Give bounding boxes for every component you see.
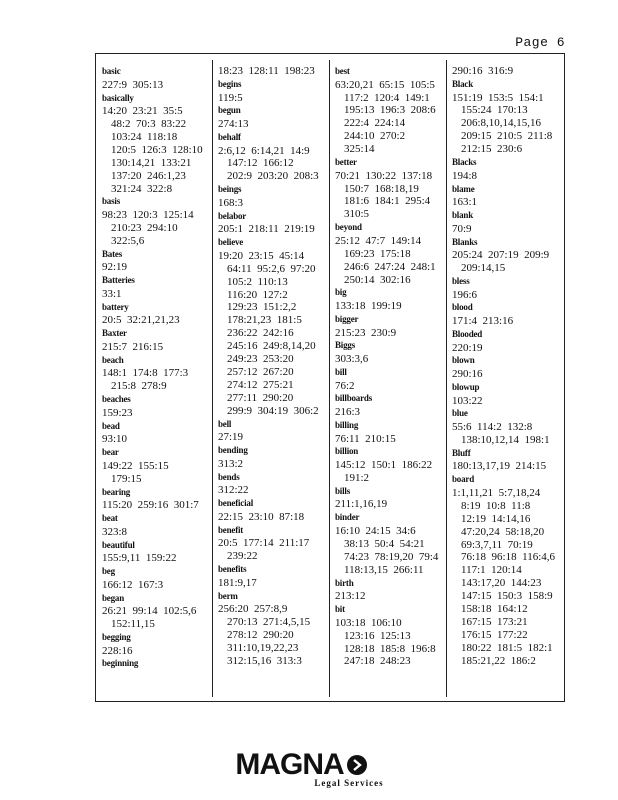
- page-line-reference: 215:23 230:9: [335, 326, 397, 339]
- index-term: blue: [452, 408, 468, 419]
- page-line-reference: 247:18 248:23: [344, 655, 411, 668]
- page-line-reference: 118:13,15 266:11: [344, 563, 424, 576]
- page-line-reference: 155:9,11 159:22: [102, 552, 177, 565]
- index-term: beginning: [102, 658, 139, 669]
- page-line-reference: 290:16 316:9: [452, 65, 514, 77]
- index-term: Blanks: [452, 236, 478, 247]
- index-term: basic: [102, 66, 121, 76]
- index-term: bless: [452, 275, 470, 286]
- page-line-reference: 18:23 128:11 198:23: [218, 65, 315, 77]
- page-line-reference: 158:18 164:12: [461, 603, 528, 616]
- index-term: beyond: [335, 222, 362, 233]
- page-line-reference: 250:14 302:16: [344, 273, 411, 286]
- page-line-reference: 129:23 151:2,2: [227, 301, 297, 314]
- page-line-reference: 148:1 174:8 177:3: [102, 367, 189, 380]
- page-line-reference: 27:19: [218, 431, 244, 444]
- page-line-reference: 20:5 177:14 211:17: [218, 537, 310, 550]
- page-line-reference: 8:19 10:8 11:8: [461, 499, 531, 512]
- index-term: blown: [452, 355, 475, 366]
- index-term: bends: [218, 471, 240, 482]
- page-line-reference: 149:22 155:15: [102, 459, 169, 472]
- page-line-reference: 185:21,22 186:2: [461, 654, 536, 667]
- page-line-reference: 181:6 184:1 295:4: [344, 195, 431, 208]
- page-line-reference: 155:24 170:13: [461, 104, 528, 117]
- page-line-reference: 195:13 196:3 208:6: [344, 104, 436, 117]
- index-term: beach: [102, 354, 124, 365]
- index-term: best: [335, 66, 350, 76]
- page-line-reference: 25:12 47:7 149:14: [335, 234, 422, 247]
- logo-wordmark: MAGNA: [235, 748, 344, 781]
- page-line-reference: 93:10: [102, 433, 128, 446]
- page-line-reference: 74:23 78:19,20 79:4: [344, 550, 439, 563]
- index-term: beg: [102, 566, 115, 577]
- index-term: blood: [452, 302, 473, 313]
- index-term: beaches: [102, 394, 131, 405]
- index-term: bell: [218, 418, 232, 429]
- index-term: benefits: [218, 564, 247, 574]
- index-term: better: [335, 157, 357, 168]
- page-line-reference: 222:4 224:14: [344, 117, 406, 130]
- index-term: beautiful: [102, 539, 135, 550]
- index-term: billion: [335, 446, 359, 457]
- index-term: basically: [102, 92, 134, 103]
- page-line-reference: 312:15,16 313:3: [227, 654, 302, 667]
- index-term: basis: [102, 196, 121, 207]
- page-line-reference: 76:11 210:15: [335, 432, 396, 445]
- page-line-reference: 180:13,17,19 214:15: [452, 460, 547, 473]
- page-line-reference: 76:18 96:18 116:4,6: [461, 551, 556, 564]
- index-term: began: [102, 592, 125, 603]
- page-line-reference: 211:1,16,19: [335, 498, 388, 511]
- page-line-reference: 1:1,11,21 5:7,18,24: [452, 486, 541, 499]
- page-line-reference: 143:17,20 144:23: [461, 577, 542, 590]
- page-line-reference: 70:9: [452, 222, 472, 235]
- index-term: bead: [102, 420, 120, 431]
- page-line-reference: 323:8: [102, 525, 128, 538]
- page-line-reference: 19:20 23:15 45:14: [218, 249, 305, 262]
- index-term: Biggs: [335, 340, 356, 351]
- page-line-reference: 212:15 230:6: [461, 143, 523, 156]
- page-line-reference: 103:22: [452, 394, 483, 407]
- page-line-reference: 228:16: [102, 644, 133, 657]
- index-term: bill: [335, 366, 347, 377]
- index-term: berm: [218, 590, 238, 601]
- index-term: bending: [218, 445, 248, 456]
- index-term: Black: [452, 78, 474, 89]
- page-line-reference: 128:18 185:8 196:8: [344, 642, 436, 655]
- index-term: billboards: [335, 393, 373, 404]
- page-line-reference: 159:23: [102, 406, 133, 419]
- page-line-reference: 220:19: [452, 341, 483, 354]
- index-term: begins: [218, 78, 242, 89]
- index-frame: [95, 53, 565, 702]
- index-term: bills: [335, 485, 351, 496]
- page-line-reference: 310:5: [344, 208, 370, 221]
- index-column-2: [218, 65, 330, 668]
- page-line-reference: 69:3,7,11 70:19: [461, 538, 533, 551]
- page-line-reference: 98:23 120:3 125:14: [102, 209, 194, 222]
- page-line-reference: 92:19: [102, 261, 128, 274]
- index-term: Baxter: [102, 328, 127, 339]
- page-line-reference: 303:3,6: [335, 353, 369, 366]
- page-line-reference: 216:3: [335, 406, 361, 419]
- page-line-reference: 120:5 126:3 128:10: [111, 143, 203, 156]
- index-term: birth: [335, 577, 354, 588]
- index-term: Batteries: [102, 275, 135, 286]
- page-line-reference: 22:15 23:10 87:18: [218, 510, 305, 523]
- page-line-reference: 167:15 173:21: [461, 616, 528, 628]
- page-line-reference: 103:18 106:10: [335, 616, 402, 629]
- page-line-reference: 117:1 120:14: [461, 564, 522, 577]
- page-line-reference: 176:15 177:22: [461, 628, 528, 641]
- page-line-reference: 256:20 257:8,9: [218, 603, 288, 616]
- page-line-reference: 38:13 50:4 54:21: [344, 537, 425, 550]
- page-number: Page 6: [515, 35, 565, 50]
- index-term: blame: [452, 183, 475, 194]
- index-term: big: [335, 287, 347, 298]
- page-line-reference: 70:21 130:22 137:18: [335, 169, 433, 182]
- page-line-reference: 147:12 166:12: [227, 157, 294, 170]
- index-term: Bates: [102, 248, 122, 259]
- page-line-reference: 246:6 247:24 248:1: [344, 260, 436, 273]
- page-line-reference: 249:23 253:20: [227, 353, 294, 366]
- page-line-reference: 210:23 294:10: [111, 221, 178, 234]
- page-line-reference: 236:22 242:16: [227, 327, 294, 340]
- index-term: bigger: [335, 313, 359, 324]
- page-line-reference: 299:9 304:19 306:2: [227, 404, 319, 417]
- index-term: bit: [335, 604, 345, 615]
- page-line-reference: 244:10 270:2: [344, 130, 406, 143]
- page-line-reference: 205:24 207:19 209:9: [452, 249, 550, 262]
- index-term: behalf: [218, 131, 241, 142]
- page-line-reference: 169:23 175:18: [344, 247, 411, 260]
- index-column-3: [335, 65, 447, 668]
- page-line-reference: 215:7 216:15: [102, 340, 164, 353]
- page-line-reference: 257:12 267:20: [227, 365, 294, 378]
- index-term: beings: [218, 184, 242, 195]
- page-line-reference: 277:11 290:20: [227, 391, 294, 404]
- page-line-reference: 26:21 99:14 102:5,6: [102, 605, 197, 618]
- page-line-reference: 133:18 199:19: [335, 300, 402, 313]
- page-line-reference: 150:7 168:18,19: [344, 182, 419, 195]
- page-line-reference: 166:12 167:3: [102, 578, 164, 591]
- page-line-reference: 321:24 322:8: [111, 182, 173, 195]
- page-line-reference: 168:3: [218, 196, 244, 209]
- index-term: Blacks: [452, 157, 477, 168]
- index-term: believe: [218, 237, 244, 248]
- page-line-reference: 274:12 275:21: [227, 378, 294, 391]
- index-term: begun: [218, 105, 241, 116]
- index-term: begging: [102, 631, 131, 642]
- page-line-reference: 12:19 14:14,16: [461, 512, 531, 525]
- page-line-reference: 163:1: [452, 196, 478, 209]
- page-line-reference: 64:11 95:2,6 97:20: [227, 262, 316, 275]
- page-line-reference: 116:20 127:2: [227, 288, 288, 301]
- page-line-reference: 209:14,15: [461, 262, 506, 275]
- page-line-reference: 178:21,23 181:5: [227, 314, 302, 327]
- page-line-reference: 117:2 120:4 149:1: [344, 91, 430, 104]
- page-line-reference: 227:9 305:13: [102, 78, 164, 91]
- index-term: beneficial: [218, 498, 253, 509]
- page-line-reference: 270:13 271:4,5,15: [227, 616, 311, 628]
- page-line-reference: 215:8 278:9: [111, 380, 167, 393]
- page-line-reference: 205:1 218:11 219:19: [218, 223, 315, 236]
- index-column-1: [102, 65, 214, 671]
- page-line-reference: 137:20 246:1,23: [111, 169, 186, 182]
- page-line-reference: 130:14,21 133:21: [111, 156, 192, 169]
- page-line-reference: 76:2: [335, 379, 355, 392]
- page-line-reference: 202:9 203:20 208:3: [227, 170, 319, 183]
- page-line-reference: 278:12 290:20: [227, 628, 294, 641]
- page-line-reference: 145:12 150:1 186:22: [335, 459, 433, 472]
- page-line-reference: 181:9,17: [218, 576, 257, 589]
- page-line-reference: 103:24 118:18: [111, 130, 178, 143]
- index-column-4: [452, 65, 564, 668]
- page-line-reference: 119:5: [218, 91, 243, 104]
- page-line-reference: 47:20,24 58:18,20: [461, 525, 545, 538]
- index-term: benefit: [218, 524, 244, 535]
- page-line-reference: 123:16 125:13: [344, 629, 411, 642]
- page-line-reference: 16:10 24:15 34:6: [335, 524, 416, 537]
- page-line-reference: 20:5 32:21,21,23: [102, 314, 180, 327]
- page-line-reference: 33:1: [102, 287, 122, 300]
- page-line-reference: 63:20,21 65:15 105:5: [335, 78, 435, 91]
- page-line-reference: 48:2 70:3 83:22: [111, 118, 187, 130]
- page-line-reference: 152:11,15: [111, 618, 155, 631]
- page-line-reference: 191:2: [344, 471, 370, 484]
- page-line-reference: 245:16 249:8,14,20: [227, 340, 316, 353]
- page-line-reference: 171:4 213:16: [452, 315, 514, 328]
- index-term: board: [452, 474, 475, 485]
- index-term: bear: [102, 447, 119, 458]
- page-line-reference: 105:2 110:13: [227, 275, 288, 288]
- page-line-reference: 147:15 150:3 158:9: [461, 590, 553, 603]
- index-term: blank: [452, 210, 474, 221]
- index-term: Bluff: [452, 447, 471, 458]
- page-line-reference: 138:10,12,14 198:1: [461, 433, 550, 446]
- index-term: belabor: [218, 210, 247, 221]
- index-term: bearing: [102, 486, 131, 497]
- index-term: blowup: [452, 381, 480, 392]
- index-term: beat: [102, 513, 118, 524]
- index-term: binder: [335, 512, 360, 523]
- page-line-reference: 14:20 23:21 35:5: [102, 105, 183, 118]
- page-line-reference: 151:19 153:5 154:1: [452, 91, 544, 104]
- page-line-reference: 290:16: [452, 368, 483, 381]
- page-line-reference: 311:10,19,22,23: [227, 641, 299, 654]
- index-term: billing: [335, 419, 359, 430]
- arrow-right-icon: [347, 755, 367, 775]
- page-line-reference: 179:15: [111, 472, 142, 485]
- index-term: battery: [102, 301, 129, 312]
- page-line-reference: 196:6: [452, 288, 478, 301]
- index-term: Blooded: [452, 328, 483, 339]
- page-line-reference: 2:6,12 6:14,21 14:9: [218, 144, 310, 157]
- page-line-reference: 274:13: [218, 118, 249, 130]
- logo-subtitle: Legal Services: [314, 778, 384, 788]
- page-line-reference: 213:12: [335, 590, 366, 603]
- page-line-reference: 313:2: [218, 457, 244, 470]
- page-line-reference: 312:22: [218, 484, 249, 497]
- page-line-reference: 206:8,10,14,15,16: [461, 117, 542, 130]
- page-line-reference: 239:22: [227, 550, 258, 563]
- page-line-reference: 115:20 259:16 301:7: [102, 499, 199, 512]
- magna-logo: [0, 748, 618, 788]
- page-line-reference: 322:5,6: [111, 234, 145, 247]
- page-line-reference: 325:14: [344, 143, 375, 156]
- page-line-reference: 194:8: [452, 169, 478, 182]
- page-line-reference: 180:22 181:5 182:1: [461, 641, 553, 654]
- page-line-reference: 209:15 210:5 211:8: [461, 130, 553, 143]
- page-line-reference: 55:6 114:2 132:8: [452, 421, 533, 434]
